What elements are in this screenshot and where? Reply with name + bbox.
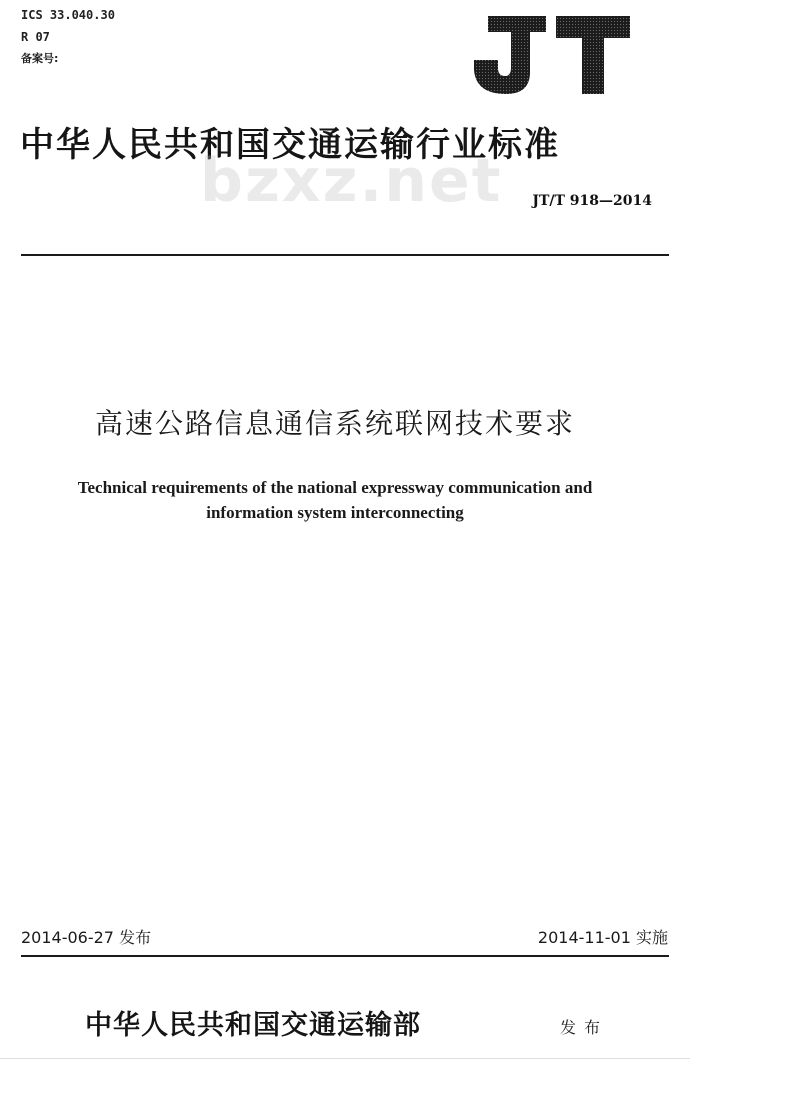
publish-label: 发布 — [560, 1018, 609, 1037]
document-title-en-line1: Technical requirements of the national expressway communication and — [77, 478, 593, 497]
document-title-cn: 高速公路信息通信系统联网技术要求 — [94, 407, 575, 440]
implementation-date: 2014-11-01 实施 — [537, 928, 668, 947]
watermark: bzxz.net — [200, 146, 503, 216]
ccs-code: R 07 — [21, 30, 50, 44]
bottom-divider — [21, 955, 669, 957]
page-edge-line — [0, 1058, 690, 1059]
top-divider — [21, 254, 669, 256]
ics-code: ICS 33.040.30 — [21, 8, 115, 22]
standard-category-title: 中华人民共和国交通运输行业标准 — [20, 125, 560, 165]
issue-date: 2014-06-27 发布 — [21, 928, 152, 947]
jt-logo-icon — [472, 14, 632, 96]
standard-number: JT/T 918—2014 — [532, 193, 652, 209]
document-title-en-line2: information system interconnecting — [206, 503, 464, 522]
record-number-label: 备案号: — [21, 52, 59, 65]
publisher-name: 中华人民共和国交通运输部 — [85, 1010, 421, 1041]
